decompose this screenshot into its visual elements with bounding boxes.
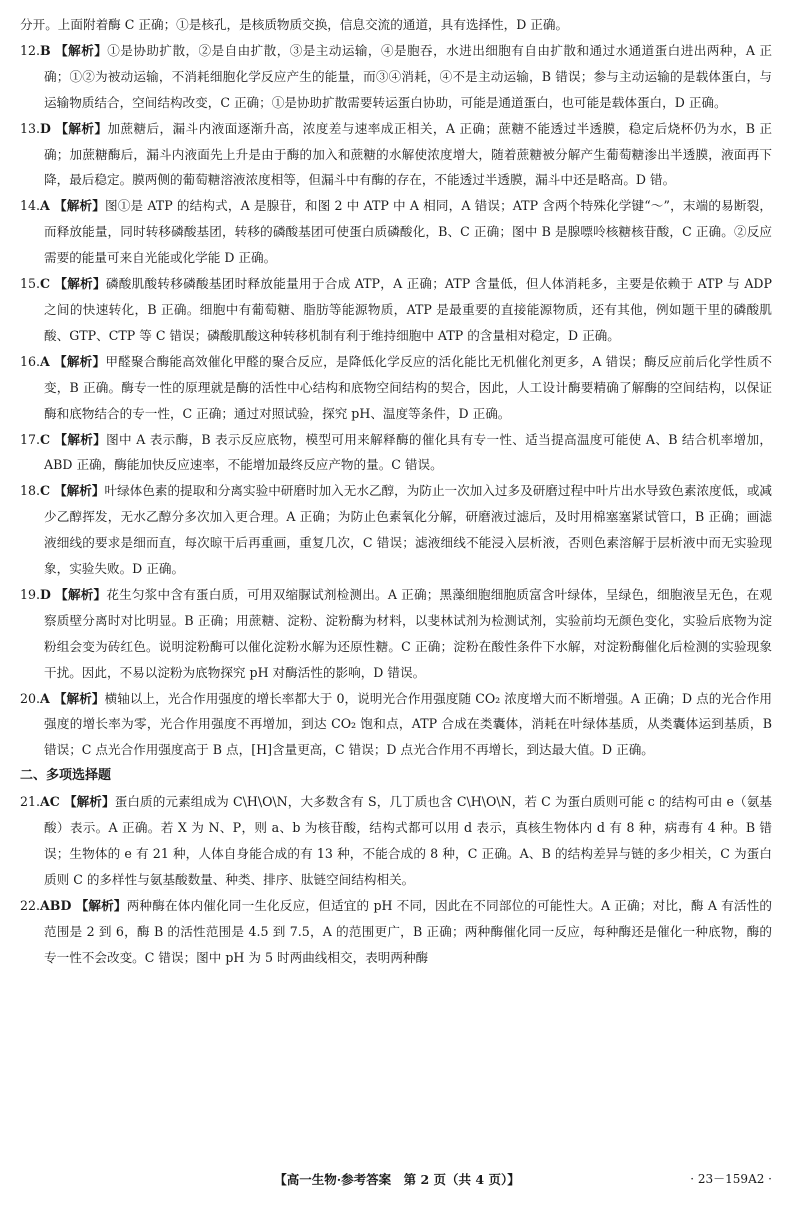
- intro-paragraph: 分开。上面附着酶 C 正确；①是核孔，是核质物质交换，信息交流的通道，具有选择性，D 正确。: [20, 17, 569, 32]
- question-number: 14.: [20, 198, 41, 214]
- footer-code: · 23－159A2 ·: [690, 1172, 772, 1186]
- analysis-text: 甲醛聚合酶能高效催化甲醛的聚合反应，是降低化学反应的活化能比无机催化剂更多，A 错误；酶反应前后化学性质不变，B 正确。酶专一性的原理就是酶的活性中心结构和底物空间结构的契合，因此，人工设计酶要精确了解酶的空间结构，以保证酶和底物结合的专一性，C 正确；通过对照试验，探究 pH、温度等条件，D 正确。: [44, 353, 772, 421]
- analysis-text: 两种酶在体内催化同一生化反应，但适宜的 pH 不同，因此在不同部位的可能性大。A 正确；对比，酶 A 有活性的范围是 2 到 6，酶 B 的活性范围是 4.5 到 7.5，A 的范围更广，B 正确；两种酶催化同一反应，每种酶还是催化一种底物，酶的专一性不会改变。C 错误；图中 pH 为 5 时两曲线相交，表明两种酶: [44, 897, 773, 965]
- answer-item-21: [20, 789, 772, 893]
- question-number: 16.: [20, 353, 41, 369]
- analysis-tag: 【解析】: [75, 897, 127, 913]
- answer-item-13: [20, 116, 772, 194]
- question-number: 12.: [20, 42, 41, 58]
- answer-item-19: [20, 582, 772, 686]
- answer-letter: D: [40, 120, 51, 136]
- analysis-tag: 【解析】: [53, 690, 105, 706]
- question-number: 19.: [20, 586, 41, 602]
- analysis-tag: 【解析】: [54, 276, 106, 292]
- question-number: 20.: [20, 690, 41, 706]
- analysis-tag: 【解析】: [55, 120, 108, 136]
- analysis-tag: 【解析】: [55, 42, 108, 58]
- answer-content: [20, 12, 772, 971]
- answer-letter: A: [40, 353, 50, 369]
- analysis-text: ①是协助扩散，②是自由扩散，③是主动运输，④是胞吞，水进出细胞有自由扩散和通过水通道蛋白进出两种，A 正确；①②为被动运输，不消耗细胞化学反应产生的能量，而③④消耗，④不是主动运输，B 错误；参与主动运输的是载体蛋白，与运输物质结合，空间结构改变，C 正确；①是协助扩散需要转运蛋白协助，可能是通道蛋白，也可能是载体蛋白，D 正确。: [44, 42, 772, 110]
- answer-item-18: [20, 478, 772, 582]
- question-number: 22.: [20, 897, 41, 913]
- page-footer: [0, 1170, 794, 1190]
- answer-item-20: [20, 686, 772, 764]
- answer-item-15: [20, 271, 772, 349]
- analysis-text: 图中 A 表示酶，B 表示反应底物，模型可用来解释酶的催化具有专一性、适当提高温度可能使 A、B 结合机率增加，ABD 正确，酶能加快反应速率，不能增加最终反应产物的量。C 错误。: [44, 431, 772, 473]
- question-number: 17.: [20, 431, 41, 447]
- answer-letter: C: [40, 431, 51, 447]
- analysis-text: 图①是 ATP 的结构式，A 是腺苷，和图 2 中 ATP 中 A 相同，A 错误；ATP 含两个特殊化学键“～”，末端的易断裂，而释放能量，同时转移磷酸基团，转移的磷酸基团可使蛋白质磷酸化，B、C 正确；图中 B 是腺嘌呤核糖核苷酸，C 正确。②反应需要的能量可来自光能或化学能 D 正确。: [44, 198, 772, 266]
- analysis-text: 磷酸肌酸转移磷酸基团时释放能量用于合成 ATP，A 正确；ATP 含量低，但人体消耗多，主要是依赖于 ATP 与 ADP 之间的快速转化，B 正确。细胞中有葡萄糖、脂肪等能源物质，ATP 是最重要的直接能源物质，还有其他，例如题干里的磷酸肌酸、GTP、CTP 等 C 错误；磷酸肌酸这种转移机制有利于维持细胞中 ATP 的含量相对稳定，D 正确。: [44, 276, 772, 343]
- answer-item-16: [20, 349, 772, 427]
- answer-item-22: [20, 893, 772, 971]
- answer-letter: B: [40, 42, 51, 58]
- answer-letter: A: [40, 690, 50, 706]
- analysis-text: 叶绿体色素的提取和分离实验中研磨时加入无水乙醇，为防止一次加入过多及研磨过程中叶片出水导致色素浓度低，或减少乙醇挥发，无水乙醇分多次加入更合理。A 正确；为防止色素氧化分解，研磨液过滤后，及时用棉塞塞紧试管口，B 正确；画滤液细线的要求是细而直，每次晾干后再重画，重复几次，C 错误；滤液细线不能浸入层析液，否则色素溶解于层析液中而无实验现象，实验失败。D 正确。: [44, 483, 773, 577]
- analysis-tag: 【解析】: [55, 586, 107, 602]
- analysis-tag: 【解析】: [54, 483, 105, 499]
- question-number: 13.: [20, 120, 41, 136]
- analysis-tag: 【解析】: [53, 198, 105, 214]
- answer-letter: C: [40, 483, 51, 499]
- question-number: 21.: [20, 794, 41, 810]
- answer-letter: A: [40, 198, 50, 214]
- analysis-tag: 【解析】: [54, 353, 106, 369]
- section-heading: 二、多项选择题: [20, 768, 112, 784]
- question-number: 18.: [20, 483, 41, 499]
- question-number: 15.: [20, 276, 41, 292]
- analysis-text: 横轴以上，光合作用强度的增长率都大于 0，说明光合作用强度随 CO₂ 浓度增大而不断增强。A 正确；D 点的光合作用强度的增长率为零，光合作用强度不再增加，到达 CO₂ 饱和点，ATP 合成在类囊体，消耗在叶绿体基质，从类囊体运到基质，B 错误；C 点光合作用强度高于 B 点，[H]含量更高，C 错误；D 点光合作用不再增长，到达最大值。D 正确。: [44, 690, 772, 758]
- footer-title: 【高一生物·参考答案 第 2 页（共 4 页）】: [274, 1172, 520, 1187]
- answer-letter: AC: [40, 794, 60, 810]
- answer-letter: C: [40, 276, 51, 292]
- analysis-text: 加蔗糖后，漏斗内液面逐渐升高，浓度差与速率成正相关，A 正确；蔗糖不能透过半透膜，稳定后烧杯仍为水，B 正确；加蔗糖酶后，漏斗内液面先上升是由于酶的加入和蔗糖的水解使浓度增大，随着蔗糖被分解产生葡萄糖渗出半透膜，液面再下降，最后稳定。膜两侧的葡萄糖溶液浓度相等，但漏斗中有酶的存在，不能透过半透膜，漏斗中还是略高。D 错。: [44, 120, 772, 188]
- answer-letter: ABD: [40, 897, 72, 913]
- answer-item-14: [20, 193, 772, 271]
- analysis-tag: 【解析】: [63, 794, 115, 810]
- answer-item-17: [20, 427, 772, 479]
- analysis-text: 花生匀浆中含有蛋白质，可用双缩脲试剂检测出。A 正确；黑藻细胞细胞质富含叶绿体，呈绿色，细胞液呈无色，在观察质壁分离时对比明显。B 正确；用蔗糖、淀粉、淀粉酶为材料，以斐林试剂为检测试剂，实验前均无颜色变化，实验后底物为淀粉组会变为砖红色。说明淀粉酶可以催化淀粉水解为还原性糖。C 正确；淀粉在酸性条件下水解，对淀粉酶催化后检测的实验现象干扰。因此，不易以淀粉为底物探究 pH 对酶活性的影响，D 错误。: [44, 586, 772, 680]
- answer-letter: D: [40, 586, 51, 602]
- analysis-text: 蛋白质的元素组成为 C\H\O\N，大多数含有 S，几丁质也含 C\H\O\N，若 C 为蛋白质则可能 c 的结构可由 e（氨基酸）表示。A 正确。若 X 为 N、P，则 a、b 为核苷酸，结构式都可以用 d 表示，真核生物体内 d 有 8 种，病毒有 4 种。B 错误；生物体的 e 有 21 种，人体自身能合成的有 13 种，不能合成的 8 种，C 正确。A、B 的结构差异与链的多少相关，C 为蛋白质则 C 的多样性与氨基酸数量、种类、排序、肽链空间结构相关。: [44, 794, 772, 887]
- answer-item-12: [20, 38, 772, 116]
- analysis-tag: 【解析】: [54, 431, 107, 447]
